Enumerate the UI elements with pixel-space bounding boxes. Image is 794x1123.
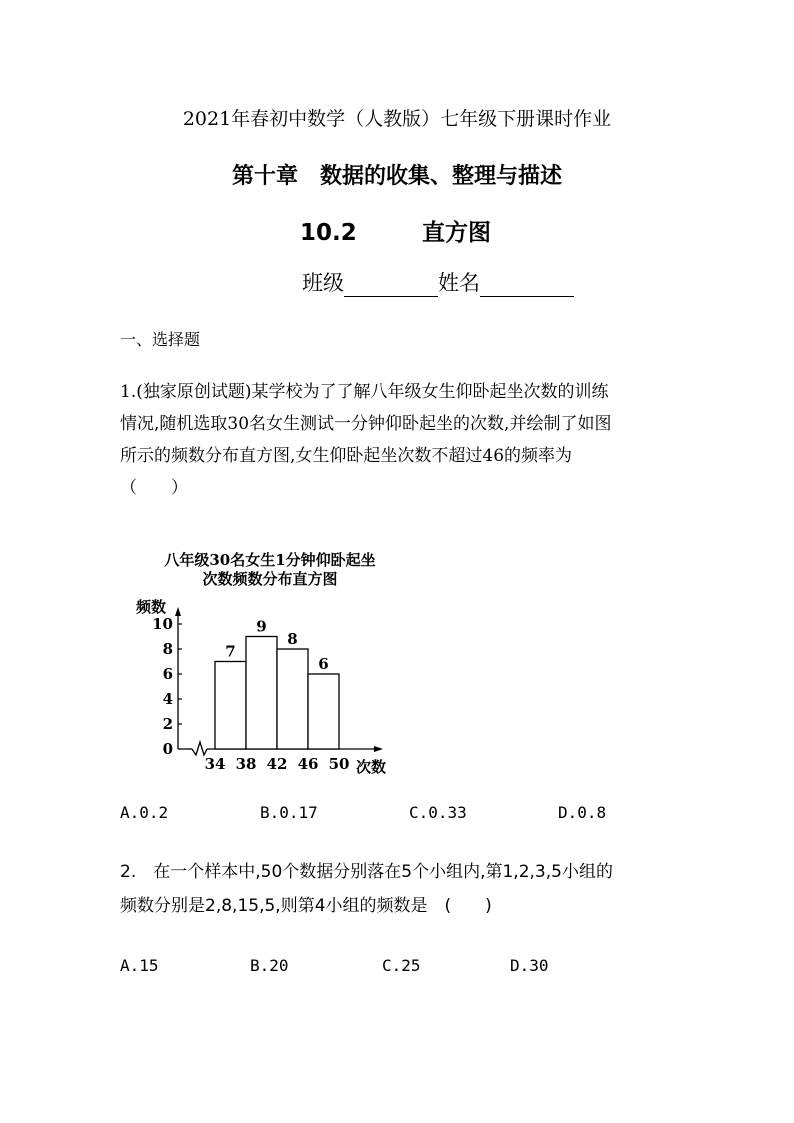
part-title: 一、选择题 <box>120 330 201 349</box>
x-axis-arrow <box>374 746 383 752</box>
x-tick-label: 50 <box>328 755 350 773</box>
x-tick-label: 46 <box>297 755 319 773</box>
question-line: 频数分别是2,8,15,5,则第4小组的频数是 ( ) <box>120 896 492 916</box>
y-tick-label: 10 <box>152 615 173 633</box>
bar-value-label: 8 <box>287 630 298 648</box>
x-tick-label: 38 <box>235 755 257 773</box>
x-axis-label: 次数 <box>356 758 387 776</box>
answer-bracket: （ ） <box>120 478 188 498</box>
option-d[interactable]: D.30 <box>510 956 549 975</box>
question-1 <box>120 376 680 504</box>
bar-value-label: 6 <box>318 655 329 673</box>
section-number: 10.2 <box>300 220 357 246</box>
chart-subtitle: 次数频数分布直方图 <box>202 570 338 588</box>
x-axis-break <box>192 742 207 755</box>
option-b[interactable]: B.20 <box>250 956 289 975</box>
option-a[interactable]: A.15 <box>120 956 159 975</box>
option-d[interactable]: D.0.8 <box>558 803 607 822</box>
y-tick-label: 2 <box>162 715 173 733</box>
histogram-bar <box>277 649 308 749</box>
chart-title: 八年级30名女生1分钟仰卧起坐 <box>164 551 376 569</box>
y-tick-label: 8 <box>162 640 173 658</box>
y-axis-arrow <box>175 607 181 616</box>
chapter-title: 第十章 数据的收集、整理与描述 <box>231 163 562 189</box>
name-label: 姓名 <box>438 271 480 295</box>
histogram-bar <box>308 674 339 749</box>
y-axis-label: 频数 <box>136 598 167 616</box>
option-a[interactable]: A.0.2 <box>120 803 169 822</box>
x-tick-label: 42 <box>266 755 288 773</box>
option-b[interactable]: B.0.17 <box>260 803 318 822</box>
class-label: 班级 <box>302 271 344 295</box>
histogram-chart <box>120 540 410 780</box>
class-blank[interactable] <box>344 274 438 297</box>
histogram-bar <box>215 662 246 750</box>
bar-value-label: 7 <box>225 642 236 661</box>
name-blank[interactable] <box>480 274 574 297</box>
question-line: 所示的频数分布直方图,女生仰卧起坐次数不超过46的频率为 <box>120 446 573 466</box>
question-line: 2. 在一个样本中,50个数据分别落在5个小组内,第1,2,3,5小组的 <box>120 862 613 882</box>
student-info-line <box>302 267 574 297</box>
option-c[interactable]: C.25 <box>382 956 421 975</box>
histogram-bar <box>246 637 277 750</box>
document-title: 2021年春初中数学（人教版）七年级下册课时作业 <box>182 108 612 130</box>
question-2 <box>120 855 700 923</box>
section-name: 直方图 <box>422 220 491 246</box>
x-tick-label: 34 <box>204 755 226 773</box>
bar-value-label: 9 <box>256 617 267 636</box>
section-heading <box>300 214 491 247</box>
question-line: 1.(独家原创试题)某学校为了了解八年级女生仰卧起坐次数的训练 <box>120 382 609 402</box>
option-c[interactable]: C.0.33 <box>409 803 467 822</box>
question-line: 情况,随机选取30名女生测试一分钟仰卧起坐的次数,并绘制了如图 <box>120 414 612 434</box>
y-tick-label: 0 <box>162 740 173 758</box>
y-tick-label: 4 <box>162 690 173 708</box>
y-tick-label: 6 <box>162 665 173 683</box>
